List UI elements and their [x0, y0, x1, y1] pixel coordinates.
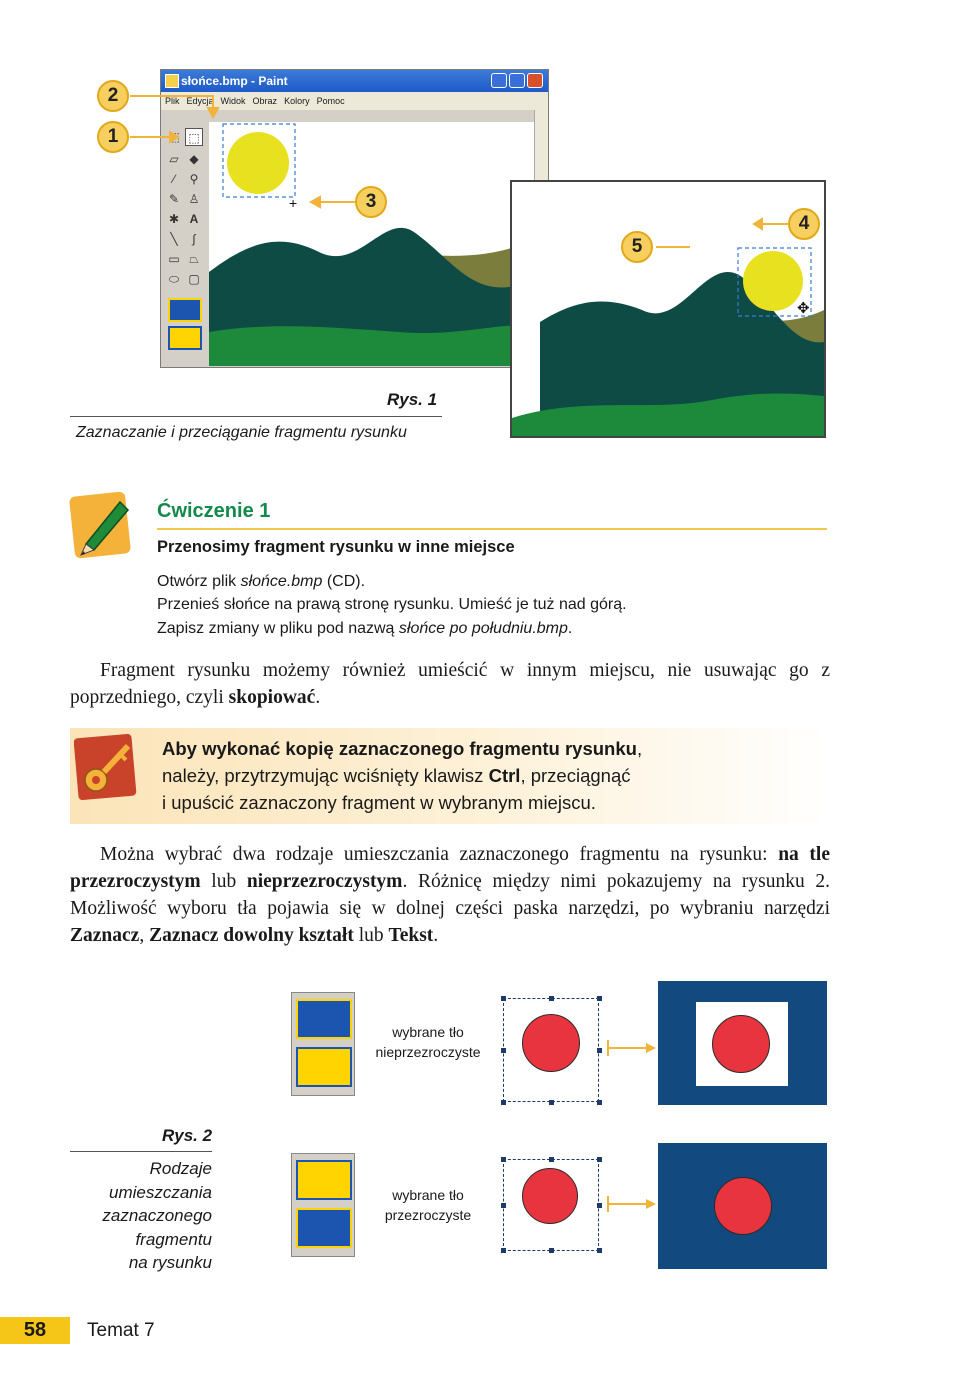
menu-obraz[interactable]: Obraz	[252, 96, 278, 106]
paragraph-background-options: Można wybrać dwa rodzaje umieszczania zaznaczonego fragmentu na rysunku: na tle przezroczystym lub nieprzezroczystym. Różnicę między nimi pokazujemy na rysunku 2. Możliwość wyboru tła pojawia się w dolnej części paska narzędzi, po wybraniu narzędzi Zaznacz, Zaznacz dowolny kształt lub Tekst.	[70, 844, 830, 946]
selection-handle	[549, 1100, 554, 1105]
result-transparent-frame	[658, 1143, 827, 1269]
exercise-subtitle: Przenosimy fragment rysunku w inne miejsce	[157, 538, 515, 556]
ellipse-tool-icon[interactable]: ⬭	[168, 272, 180, 286]
figure1-caption-label: Rys. 1	[387, 390, 438, 409]
magnifier-tool-icon[interactable]: ⚲	[189, 172, 199, 186]
selection-handle	[501, 1048, 506, 1053]
transparent-label: wybrane tło przezroczyste	[384, 1187, 472, 1223]
selection-handle	[501, 1157, 506, 1162]
fill-tool-icon[interactable]: ◆	[189, 152, 199, 166]
rounded-rectangle-tool-icon[interactable]: ▢	[188, 272, 200, 286]
arrow-3-head	[311, 197, 320, 207]
page-number: 58	[0, 1317, 70, 1344]
exercise-title: Ćwiczenie 1	[157, 500, 271, 522]
pencil-icon	[68, 486, 134, 560]
paint-window-title: słońce.bmp - Paint	[181, 74, 288, 88]
background-options-toolbar-transparent	[291, 1153, 355, 1257]
selection-handle	[549, 1248, 554, 1253]
red-circle	[714, 1177, 772, 1235]
exercise-step-1: Otwórz plik słońce.bmp (CD).	[157, 573, 366, 590]
text-tool-icon[interactable]: A	[189, 212, 199, 226]
menu-edycja[interactable]: Edycja	[186, 96, 214, 106]
opaque-label: wybrane tło nieprzezroczyste	[375, 1024, 481, 1060]
opaque-option-icon[interactable]	[296, 1160, 352, 1200]
menu-kolory[interactable]: Kolory	[284, 96, 310, 106]
brush-tool-icon[interactable]: ♙	[188, 192, 200, 206]
curve-tool-icon[interactable]: ∫	[192, 232, 196, 246]
selection-handle	[501, 1203, 506, 1208]
selection-handle	[597, 1048, 602, 1053]
opaque-option-selected-icon[interactable]	[296, 999, 352, 1039]
selection-handle	[549, 996, 554, 1001]
key-icon	[74, 732, 140, 802]
rectangle-tool-icon[interactable]: ▭	[168, 252, 180, 266]
callout-badge-4: 4	[788, 208, 820, 240]
selection-handle	[501, 1248, 506, 1253]
figure1-caption-text: Zaznaczanie i przeciąganie fragmentu rysunku	[76, 424, 407, 441]
selection-handle	[549, 1157, 554, 1162]
background-options-toolbar-opaque	[291, 992, 355, 1096]
cursor-cross-icon: +	[289, 195, 298, 211]
move-cursor-icon: ✥	[797, 300, 810, 317]
select-tool-icon[interactable]: ⬚	[185, 128, 203, 146]
picker-tool-icon[interactable]: ⁄	[172, 172, 175, 186]
red-circle	[522, 1014, 580, 1072]
callout-badge-2: 2	[97, 80, 129, 112]
selection-handle	[501, 996, 506, 1001]
figure1-caption-rule	[70, 416, 442, 417]
arrow-2-head	[208, 108, 218, 117]
arrow-2	[130, 96, 213, 108]
result-opaque-frame	[658, 981, 827, 1105]
exercise-step-2: Przenieś słońce na prawą stronę rysunku. Umieść je tuż nad górą.	[157, 596, 627, 613]
tip-line-1: Aby wykonać kopię zaznaczonego fragmentu rysunku,	[162, 738, 643, 759]
eraser-tool-icon[interactable]: ▱	[169, 152, 179, 166]
menu-pomoc[interactable]: Pomoc	[316, 96, 345, 106]
figure2-caption-rule	[70, 1151, 212, 1152]
polygon-tool-icon[interactable]: ⏢	[189, 252, 199, 266]
selection-handle	[597, 996, 602, 1001]
exercise-title-rule	[157, 528, 827, 530]
selection-handle	[597, 1203, 602, 1208]
callout-badge-3: 3	[355, 186, 387, 218]
pencil-tool-icon[interactable]: ✎	[168, 192, 180, 206]
line-tool-icon[interactable]: ╲	[170, 232, 178, 246]
selection-handle	[597, 1157, 602, 1162]
exercise-step-3: Zapisz zmiany w pliku pod nazwą słońce po południu.bmp.	[157, 620, 573, 637]
menu-widok[interactable]: Widok	[220, 96, 246, 106]
selection-handle	[597, 1100, 602, 1105]
selection-handle	[597, 1248, 602, 1253]
tip-line-3: i upuścić zaznaczony fragment w wybranym miejscu.	[162, 792, 596, 813]
chapter-label: Temat 7	[87, 1320, 155, 1341]
figure2-caption-label: Rys. 2	[162, 1126, 213, 1145]
arrow-1-head	[170, 132, 178, 142]
callout-badge-5: 5	[621, 231, 653, 263]
arrow-4-head	[754, 219, 762, 229]
arrow-transparent	[606, 1194, 658, 1214]
airbrush-tool-icon[interactable]: ✱	[168, 212, 180, 226]
tip-line-2: należy, przytrzymując wciśnięty klawisz Ctrl, przeciągnąć	[162, 765, 631, 786]
selection-handle	[501, 1100, 506, 1105]
transparent-option-selected-icon[interactable]	[296, 1208, 352, 1248]
callout-badge-1: 1	[97, 121, 129, 153]
red-circle	[522, 1168, 578, 1224]
arrow-opaque	[606, 1038, 658, 1058]
red-circle	[712, 1015, 770, 1073]
menu-plik[interactable]: Plik	[165, 96, 180, 106]
paragraph-copy: Fragment rysunku możemy również umieścić w innym miejscu, nie usuwając go z poprzedniego, czyli skopiować.	[70, 660, 830, 708]
figure2-caption-text: Rodzaje umieszczania zaznaczonego fragmentu na rysunku	[102, 1159, 212, 1272]
transparent-option-icon[interactable]	[296, 1047, 352, 1087]
